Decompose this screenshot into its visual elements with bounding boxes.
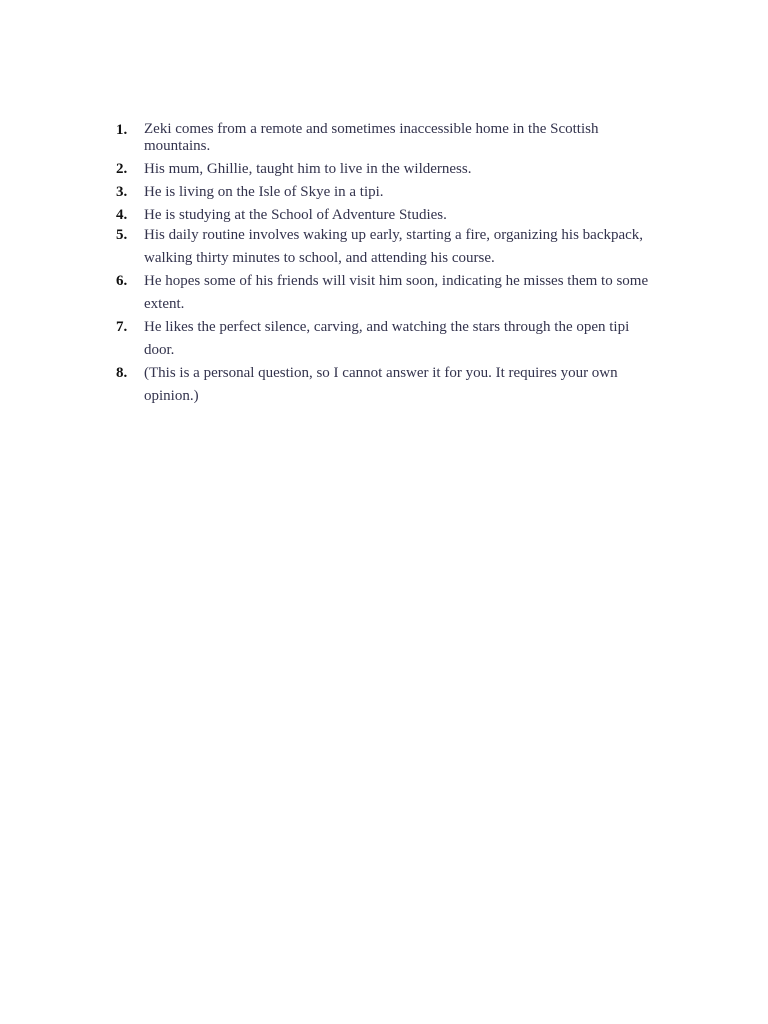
item-number: 7. <box>116 319 128 335</box>
item-number: 6. <box>116 273 128 289</box>
list-item <box>116 183 656 201</box>
list-item <box>116 316 656 362</box>
item-number: 4. <box>116 207 128 223</box>
item-number: 5. <box>116 227 128 243</box>
item-text: Zeki comes from a remote and sometimes inaccessible home in the Scottish mountains. <box>144 121 599 154</box>
list-item <box>116 270 656 316</box>
item-number: 2. <box>116 161 128 177</box>
list-item <box>116 224 656 270</box>
item-text: His daily routine involves waking up early, starting a fire, organizing his backpack, walking thirty minutes to school, and attending his course. <box>144 227 644 266</box>
item-text: His mum, Ghillie, taught him to live in the wilderness. <box>144 161 472 177</box>
item-text: He hopes some of his friends will visit him soon, indicating he misses them to some extent. <box>144 273 649 312</box>
list-item <box>116 160 656 178</box>
list-item <box>116 121 656 155</box>
item-number: 1. <box>116 122 128 138</box>
item-text: He is living on the Isle of Skye in a tipi. <box>144 184 384 200</box>
list-item <box>116 362 656 408</box>
item-number: 3. <box>116 184 128 200</box>
list-item <box>116 206 656 224</box>
item-text: (This is a personal question, so I cannot answer it for you. It requires your own opinion.) <box>144 365 618 404</box>
item-number: 8. <box>116 365 128 381</box>
answer-list <box>116 121 656 408</box>
item-text: He is studying at the School of Adventure Studies. <box>144 207 447 223</box>
item-text: He likes the perfect silence, carving, and watching the stars through the open tipi door. <box>144 319 630 358</box>
